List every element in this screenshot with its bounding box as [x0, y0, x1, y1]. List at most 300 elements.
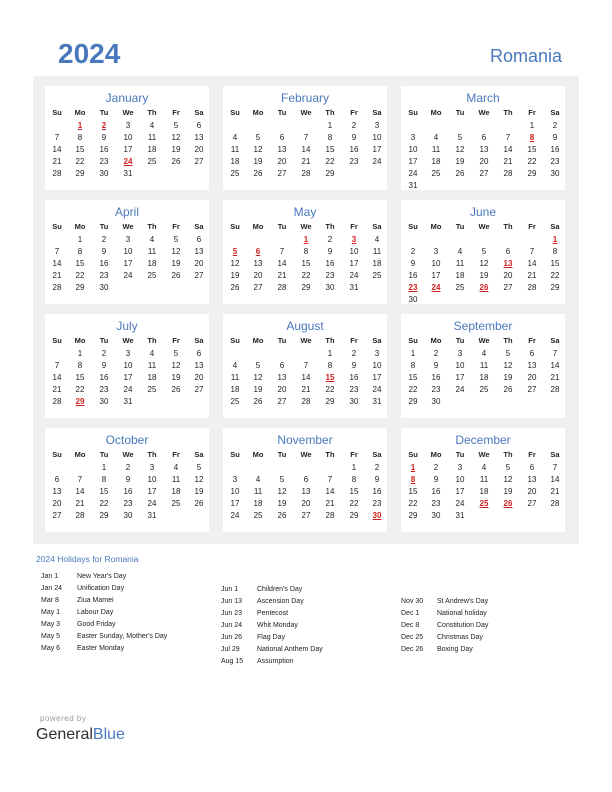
day-cell: 3	[457, 349, 463, 358]
day-cell: 5	[457, 133, 463, 142]
weekday-header: Su	[230, 450, 240, 459]
weekday-header: Fr	[172, 450, 180, 459]
day-cell: 25	[479, 385, 489, 394]
day-cell: 16	[123, 487, 133, 496]
day-cell: 29	[408, 511, 418, 520]
weekday-header: Th	[325, 336, 335, 345]
day-cell: 9	[410, 259, 416, 268]
day-cell: 25	[147, 157, 157, 166]
day-cell: 1	[327, 349, 333, 358]
day-cell: 13	[194, 361, 204, 370]
day-cell: 13	[527, 475, 537, 484]
holiday-name: Boxing Day	[437, 646, 473, 653]
weekday-header: Sa	[550, 222, 560, 231]
day-cell: 11	[230, 373, 240, 382]
day-cell: 22	[527, 157, 537, 166]
day-cell: 23	[431, 385, 441, 394]
weekday-header: Mo	[252, 336, 264, 345]
day-cell: 9	[125, 475, 131, 484]
day-cell: 11	[372, 247, 382, 256]
holiday-day-cell: 23	[408, 283, 418, 292]
day-cell: 28	[301, 169, 311, 178]
holiday-day-cell: 25	[479, 499, 489, 508]
day-cell: 24	[230, 511, 240, 520]
holiday-name: Assumption	[257, 658, 294, 665]
day-cell: 14	[550, 475, 560, 484]
weekday-header: We	[122, 108, 134, 117]
day-cell: 7	[77, 475, 83, 484]
day-cell: 7	[54, 247, 60, 256]
day-cell: 2	[552, 121, 558, 130]
holiday-name: Easter Sunday, Mother's Day	[77, 633, 168, 640]
day-cell: 20	[194, 145, 204, 154]
day-cell: 30	[431, 511, 441, 520]
day-cell: 6	[481, 133, 487, 142]
holiday-day-cell: 13	[503, 259, 513, 268]
day-cell: 13	[527, 361, 537, 370]
day-cell: 2	[101, 349, 107, 358]
day-cell: 19	[277, 499, 287, 508]
day-cell: 7	[529, 247, 535, 256]
day-cell: 20	[503, 271, 513, 280]
day-cell: 11	[230, 145, 240, 154]
day-cell: 23	[431, 499, 441, 508]
holiday-name: National Anthem Day	[257, 646, 323, 653]
day-cell: 11	[431, 145, 441, 154]
day-cell: 20	[301, 499, 311, 508]
day-cell: 11	[479, 361, 489, 370]
day-cell: 25	[230, 397, 240, 406]
day-cell: 28	[75, 511, 85, 520]
day-cell: 24	[123, 385, 133, 394]
day-cell: 1	[529, 121, 535, 130]
day-cell: 6	[54, 475, 60, 484]
day-cell: 25	[372, 271, 382, 280]
day-cell: 11	[455, 259, 465, 268]
day-cell: 17	[123, 373, 133, 382]
day-cell: 9	[433, 361, 439, 370]
weekday-header: Mo	[74, 222, 86, 231]
weekday-header: Tu	[99, 108, 109, 117]
day-cell: 26	[171, 271, 181, 280]
holiday-day-cell: 3	[351, 235, 357, 244]
day-cell: 23	[550, 157, 560, 166]
day-cell: 3	[125, 349, 131, 358]
day-cell: 4	[149, 235, 155, 244]
day-cell: 26	[230, 283, 240, 292]
month-march	[401, 86, 565, 190]
holiday-date: Jun 1	[221, 586, 239, 593]
day-cell: 15	[99, 487, 109, 496]
weekday-header: Su	[230, 222, 240, 231]
day-cell: 8	[552, 247, 558, 256]
day-cell: 23	[349, 385, 359, 394]
month-april	[45, 200, 209, 304]
day-cell: 17	[455, 373, 465, 382]
day-cell: 30	[99, 169, 109, 178]
weekday-header: We	[478, 108, 490, 117]
day-cell: 14	[503, 145, 513, 154]
day-cell: 21	[503, 157, 513, 166]
day-cell: 15	[550, 259, 560, 268]
day-cell: 6	[196, 121, 202, 130]
weekday-header: Su	[52, 336, 62, 345]
weekday-header: We	[300, 222, 312, 231]
day-cell: 8	[77, 247, 83, 256]
day-cell: 27	[527, 385, 537, 394]
day-cell: 30	[431, 397, 441, 406]
day-cell: 9	[433, 475, 439, 484]
day-cell: 19	[479, 271, 489, 280]
weekday-header: Sa	[550, 450, 560, 459]
day-cell: 26	[455, 169, 465, 178]
day-cell: 22	[408, 385, 418, 394]
day-cell: 18	[171, 487, 181, 496]
day-cell: 22	[75, 271, 85, 280]
day-cell: 12	[171, 133, 181, 142]
day-cell: 14	[277, 259, 287, 268]
day-cell: 25	[147, 271, 157, 280]
holiday-name: New Year's Day	[77, 573, 127, 580]
day-cell: 18	[230, 157, 240, 166]
day-cell: 19	[503, 373, 513, 382]
day-cell: 14	[75, 487, 85, 496]
day-cell: 1	[327, 121, 333, 130]
day-cell: 27	[479, 169, 489, 178]
day-cell: 26	[194, 499, 204, 508]
weekday-header: Mo	[252, 222, 264, 231]
holidays-title: 2024 Holidays for Romania	[36, 554, 139, 564]
day-cell: 28	[503, 169, 513, 178]
day-cell: 7	[303, 361, 309, 370]
day-cell: 2	[125, 463, 131, 472]
holiday-day-cell: 29	[75, 397, 85, 406]
month-name: September	[453, 319, 513, 333]
holiday-day-cell: 30	[372, 511, 382, 520]
holiday-name: Easter Monday	[77, 645, 125, 652]
holiday-date: Jul 29	[221, 646, 240, 653]
day-cell: 1	[77, 349, 83, 358]
day-cell: 4	[232, 361, 238, 370]
day-cell: 29	[75, 169, 85, 178]
day-cell: 9	[351, 133, 357, 142]
day-cell: 28	[52, 283, 62, 292]
day-cell: 31	[147, 511, 157, 520]
day-cell: 15	[301, 259, 311, 268]
day-cell: 10	[455, 475, 465, 484]
day-cell: 10	[455, 361, 465, 370]
day-cell: 30	[99, 283, 109, 292]
day-cell: 18	[253, 499, 263, 508]
day-cell: 22	[550, 271, 560, 280]
day-cell: 23	[325, 271, 335, 280]
day-cell: 25	[455, 283, 465, 292]
day-cell: 27	[253, 283, 263, 292]
day-cell: 14	[550, 361, 560, 370]
day-cell: 5	[173, 349, 179, 358]
day-cell: 28	[325, 511, 335, 520]
day-cell: 26	[253, 169, 263, 178]
day-cell: 3	[374, 349, 380, 358]
day-cell: 11	[147, 361, 157, 370]
day-cell: 15	[75, 373, 85, 382]
weekday-header: Tu	[277, 222, 287, 231]
day-cell: 11	[147, 133, 157, 142]
day-cell: 30	[123, 511, 133, 520]
day-cell: 5	[196, 463, 202, 472]
month-december	[401, 428, 565, 532]
weekday-header: Mo	[74, 108, 86, 117]
holiday-date: Dec 25	[401, 634, 424, 641]
brand-general: General	[36, 726, 93, 743]
day-cell: 13	[52, 487, 62, 496]
day-cell: 20	[194, 373, 204, 382]
holiday-date: May 1	[41, 609, 61, 616]
day-cell: 25	[171, 499, 181, 508]
day-cell: 12	[503, 361, 513, 370]
weekday-header: We	[122, 336, 134, 345]
day-cell: 24	[455, 385, 465, 394]
day-cell: 23	[349, 157, 359, 166]
month-name: November	[277, 433, 333, 447]
day-cell: 2	[351, 121, 357, 130]
weekday-header: Su	[408, 222, 418, 231]
day-cell: 29	[550, 283, 560, 292]
day-cell: 2	[433, 349, 439, 358]
day-cell: 29	[527, 169, 537, 178]
weekday-header: We	[478, 222, 490, 231]
month-july	[45, 314, 209, 418]
day-cell: 25	[230, 169, 240, 178]
day-cell: 27	[52, 511, 62, 520]
day-cell: 14	[52, 259, 62, 268]
day-cell: 12	[455, 145, 465, 154]
holiday-day-cell: 1	[303, 235, 309, 244]
day-cell: 17	[372, 373, 382, 382]
holiday-date: Jan 1	[41, 573, 59, 580]
day-cell: 31	[408, 181, 418, 190]
day-cell: 5	[279, 475, 285, 484]
day-cell: 30	[408, 295, 418, 304]
day-cell: 3	[125, 121, 131, 130]
weekday-header: Tu	[277, 336, 287, 345]
day-cell: 3	[232, 475, 238, 484]
weekday-header: Th	[325, 108, 335, 117]
holiday-date: May 6	[41, 645, 61, 652]
day-cell: 16	[99, 259, 109, 268]
weekday-header: Mo	[430, 222, 442, 231]
weekday-header: Th	[325, 450, 335, 459]
day-cell: 24	[123, 271, 133, 280]
day-cell: 7	[54, 361, 60, 370]
day-cell: 4	[232, 133, 238, 142]
day-cell: 29	[325, 169, 335, 178]
day-cell: 13	[479, 145, 489, 154]
day-cell: 9	[374, 475, 380, 484]
weekday-header: Tu	[277, 450, 287, 459]
holiday-name: Ascension Day	[257, 598, 304, 605]
day-cell: 21	[75, 499, 85, 508]
weekday-header: Sa	[194, 450, 204, 459]
holiday-date: Jun 26	[221, 634, 243, 641]
day-cell: 19	[503, 487, 513, 496]
holiday-day-cell: 24	[123, 157, 133, 166]
weekday-header: Th	[147, 450, 157, 459]
day-cell: 22	[325, 157, 335, 166]
weekday-header: Th	[503, 336, 513, 345]
day-cell: 17	[230, 499, 240, 508]
day-cell: 4	[457, 247, 463, 256]
day-cell: 16	[99, 145, 109, 154]
day-cell: 8	[327, 133, 333, 142]
day-cell: 28	[52, 169, 62, 178]
month-november	[223, 428, 387, 532]
day-cell: 8	[351, 475, 357, 484]
day-cell: 10	[123, 133, 133, 142]
weekday-header: Sa	[372, 336, 382, 345]
holiday-name: Labour Day	[77, 609, 114, 616]
day-cell: 15	[75, 259, 85, 268]
day-cell: 28	[301, 397, 311, 406]
day-cell: 8	[327, 361, 333, 370]
weekday-header: We	[122, 222, 134, 231]
weekday-header: Fr	[528, 222, 536, 231]
day-cell: 10	[230, 487, 240, 496]
holiday-name: Whit Monday	[257, 622, 298, 629]
day-cell: 3	[149, 463, 155, 472]
day-cell: 18	[431, 157, 441, 166]
day-cell: 5	[255, 361, 261, 370]
holiday-date: May 5	[41, 633, 61, 640]
day-cell: 15	[75, 145, 85, 154]
day-cell: 21	[325, 499, 335, 508]
day-cell: 29	[75, 283, 85, 292]
day-cell: 19	[230, 271, 240, 280]
holiday-date: Mar 8	[41, 597, 59, 604]
day-cell: 20	[52, 499, 62, 508]
weekday-header: Tu	[455, 108, 465, 117]
day-cell: 21	[550, 487, 560, 496]
holiday-date: Jun 13	[221, 598, 243, 605]
day-cell: 2	[327, 235, 333, 244]
day-cell: 18	[230, 385, 240, 394]
day-cell: 28	[550, 499, 560, 508]
weekday-header: Fr	[528, 450, 536, 459]
day-cell: 11	[479, 475, 489, 484]
day-cell: 14	[301, 145, 311, 154]
weekday-header: We	[300, 108, 312, 117]
day-cell: 18	[479, 373, 489, 382]
day-cell: 21	[52, 157, 62, 166]
weekday-header: We	[300, 450, 312, 459]
holiday-day-cell: 8	[410, 475, 416, 484]
month-september	[401, 314, 565, 418]
day-cell: 18	[372, 259, 382, 268]
holiday-name: Good Friday	[77, 621, 116, 628]
day-cell: 17	[431, 271, 441, 280]
day-cell: 23	[372, 499, 382, 508]
holiday-name: Pentecost	[257, 610, 289, 617]
day-cell: 22	[99, 499, 109, 508]
weekday-header: We	[122, 450, 134, 459]
day-cell: 22	[301, 271, 311, 280]
year-title: 2024	[58, 38, 121, 69]
day-cell: 29	[99, 511, 109, 520]
day-cell: 27	[194, 385, 204, 394]
day-cell: 23	[99, 385, 109, 394]
day-cell: 17	[408, 157, 418, 166]
weekday-header: Fr	[350, 336, 358, 345]
day-cell: 12	[171, 247, 181, 256]
holiday-name: Constitution Day	[437, 622, 489, 629]
day-cell: 31	[123, 169, 133, 178]
holiday-name: Ziua Mamei	[77, 597, 114, 604]
day-cell: 4	[149, 121, 155, 130]
day-cell: 10	[123, 361, 133, 370]
weekday-header: Th	[503, 108, 513, 117]
day-cell: 24	[147, 499, 157, 508]
day-cell: 27	[527, 499, 537, 508]
weekday-header: Su	[230, 336, 240, 345]
day-cell: 25	[253, 511, 263, 520]
weekday-header: Su	[52, 450, 62, 459]
weekday-header: Su	[52, 108, 62, 117]
month-august	[223, 314, 387, 418]
day-cell: 8	[77, 361, 83, 370]
holiday-date: Jan 24	[41, 585, 63, 592]
holiday-day-cell: 15	[325, 373, 335, 382]
month-name: February	[280, 91, 330, 105]
day-cell: 8	[303, 247, 309, 256]
day-cell: 12	[230, 259, 240, 268]
day-cell: 20	[277, 385, 287, 394]
day-cell: 1	[101, 463, 107, 472]
day-cell: 28	[52, 397, 62, 406]
day-cell: 19	[171, 373, 181, 382]
day-cell: 21	[301, 157, 311, 166]
day-cell: 20	[253, 271, 263, 280]
weekday-header: Su	[408, 108, 418, 117]
weekday-header: Su	[230, 108, 240, 117]
day-cell: 14	[325, 487, 335, 496]
day-cell: 28	[277, 283, 287, 292]
day-cell: 7	[552, 463, 558, 472]
day-cell: 24	[349, 271, 359, 280]
day-cell: 12	[479, 259, 489, 268]
day-cell: 9	[101, 133, 107, 142]
day-cell: 27	[277, 169, 287, 178]
day-cell: 7	[279, 247, 285, 256]
day-cell: 12	[171, 361, 181, 370]
day-cell: 3	[410, 133, 416, 142]
day-cell: 23	[99, 157, 109, 166]
day-cell: 17	[349, 259, 359, 268]
holiday-name: Unification Day	[77, 585, 125, 592]
weekday-header: Fr	[350, 108, 358, 117]
day-cell: 22	[75, 157, 85, 166]
month-name: July	[116, 319, 138, 333]
day-cell: 27	[301, 511, 311, 520]
day-cell: 2	[433, 463, 439, 472]
day-cell: 25	[147, 385, 157, 394]
day-cell: 7	[303, 133, 309, 142]
day-cell: 6	[196, 349, 202, 358]
holiday-date: Dec 8	[401, 622, 420, 629]
day-cell: 13	[277, 145, 287, 154]
day-cell: 5	[505, 349, 511, 358]
day-cell: 22	[408, 499, 418, 508]
day-cell: 15	[527, 145, 537, 154]
